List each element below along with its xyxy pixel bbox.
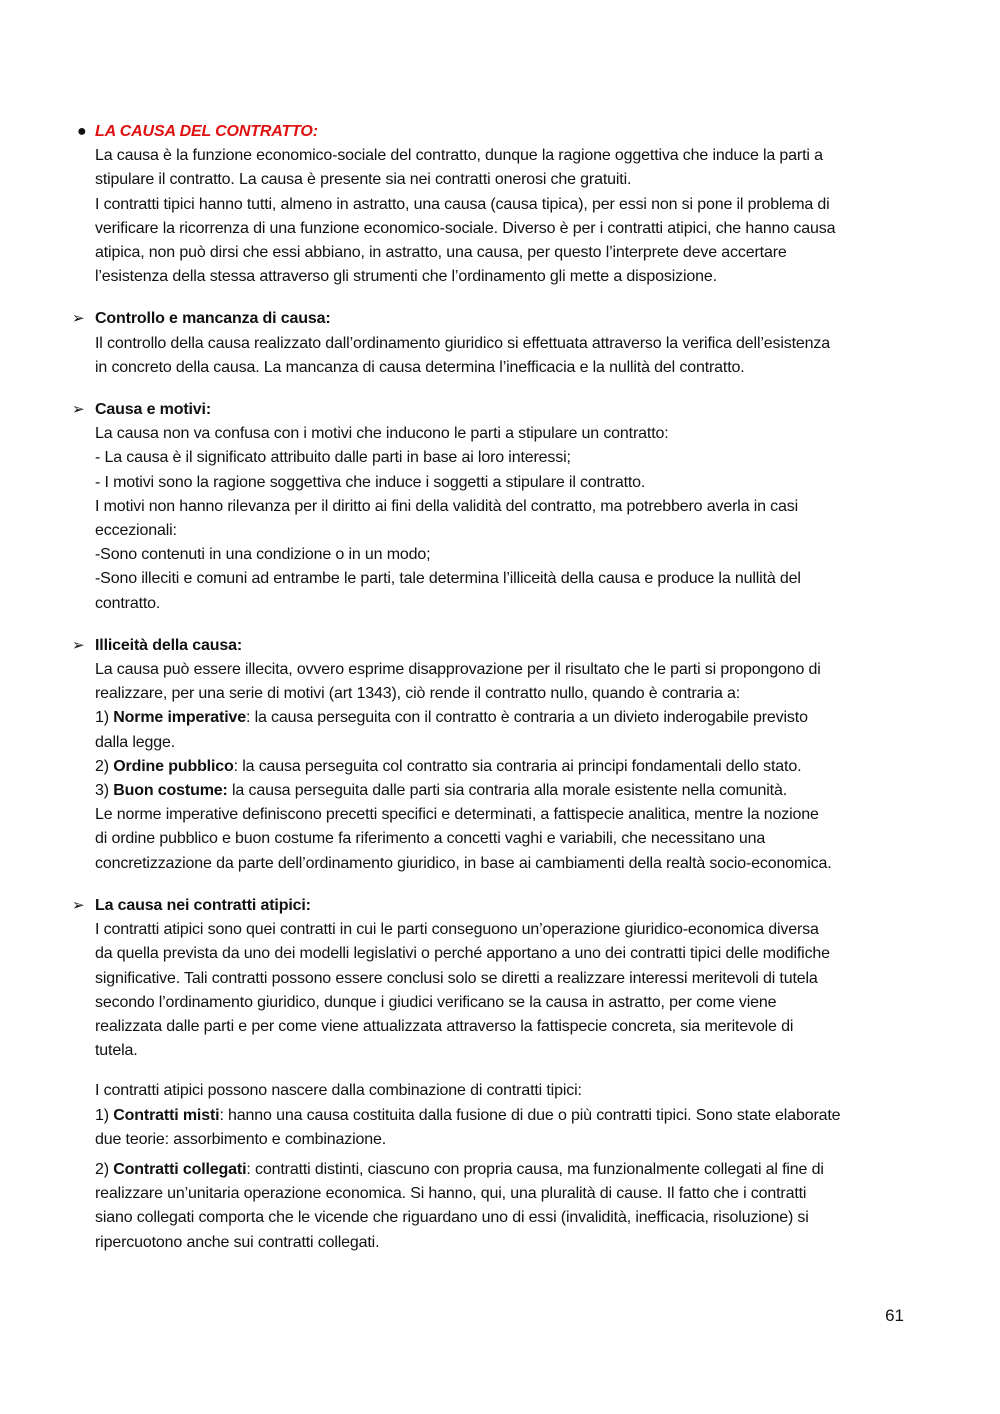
paragraph-line: significative. Tali contratti possono essere conclusi solo se diretti a realizzare interessi meritevoli di tutela: [95, 969, 818, 987]
list-item-contratti-misti: 1) Contratti misti: hanno una causa costituita dalla fusione di due o più contratti tipici. Sono state elaborate: [95, 1106, 841, 1124]
paragraph-line: concretizzazione da parte dell’ordinamento giuridico, in base ai cambiamenti della realtà socio-economica.: [95, 854, 832, 872]
paragraph-line: verificare la ricorrenza di una funzione economico-sociale. Diverso è per i contratti atipici, che hanno causa: [95, 219, 836, 237]
paragraph-line: I contratti tipici hanno tutti, almeno in astratto, una causa (causa tipica), per essi non si pone il problema di: [95, 195, 830, 213]
page-number: 61: [885, 1306, 904, 1325]
paragraph-line: -Sono contenuti in una condizione o in un modo;: [95, 546, 431, 564]
section-causa-contratti-atipici: [0, 894, 1000, 1255]
paragraph-line: dalla legge.: [95, 733, 176, 751]
paragraph-line: eccezionali:: [95, 522, 177, 540]
arrow-bullet-icon: ➢: [72, 896, 85, 914]
paragraph-line: realizzare, per una serie di motivi (art 1343), ciò rende il contratto nullo, quando è contraria a:: [95, 685, 741, 703]
arrow-bullet-icon: ➢: [72, 310, 85, 328]
section-causa-e-motivi: [0, 398, 1000, 616]
section-causa-del-contratto: [0, 120, 1000, 289]
paragraph-line: La causa è la funzione economico-sociale del contratto, dunque la ragione oggettiva che induce la parti a: [95, 147, 823, 165]
paragraph-line: Il controllo della causa realizzato dall’ordinamento giuridico si effettuata attraverso la verifica dell’esistenza: [95, 334, 831, 352]
bullet-dot-icon: ●: [77, 123, 87, 140]
list-item-norme-imperative: 1) Norme imperative: la causa perseguita con il contratto è contraria a un divieto inderogabile previsto: [95, 709, 808, 727]
paragraph-line: I contratti atipici sono quei contratti in cui le parti conseguono un’operazione giuridico-economica diversa: [95, 921, 819, 939]
page-content: [0, 120, 1000, 1255]
paragraph-line: tutela.: [95, 1042, 138, 1060]
paragraph-line: -Sono illeciti e comuni ad entrambe le parti, tale determina l’illiceità della causa e produce la nullità del: [95, 570, 801, 588]
paragraph-line: atipica, non può dirsi che essi abbiano, in astratto, una causa, per questo l’interprete deve accertare: [95, 244, 787, 262]
arrow-bullet-icon: ➢: [72, 401, 85, 419]
paragraph-line: l’esistenza della stessa attraverso gli strumenti che l’ordinamento gli mette a disposizione.: [95, 268, 717, 286]
section-heading: Causa e motivi:: [95, 401, 212, 419]
list-item-buon-costume: 3) Buon costume: la causa perseguita dalle parti sia contraria alla morale esistente nella comunità.: [95, 782, 788, 800]
paragraph-line: - I motivi sono la ragione soggettiva che induce i soggetti a stipulare il contratto.: [95, 473, 646, 491]
paragraph-line: realizzata dalle parti e per come viene attualizzata attraverso la fattispecie concreta, sia meritevole di: [95, 1017, 794, 1035]
section-heading: Illiceità della causa:: [95, 636, 242, 654]
list-item-contratti-collegati: 2) Contratti collegati: contratti distinti, ciascuno con propria causa, ma funzionalmente collegati al fine di: [95, 1160, 824, 1178]
paragraph-line: da quella prevista da uno dei modelli legislativi o perché apportano a uno dei contratti tipici delle modifiche: [95, 945, 830, 963]
paragraph-line: - La causa è il significato attribuito dalle parti in base ai loro interessi;: [95, 449, 571, 467]
section-title: LA CAUSA DEL CONTRATTO:: [95, 123, 318, 140]
paragraph-line: in concreto della causa. La mancanza di causa determina l’inefficacia e la nullità del contratto.: [95, 358, 745, 376]
paragraph-line: La causa non va confusa con i motivi che inducono le parti a stipulare un contratto:: [95, 425, 669, 443]
arrow-bullet-icon: ➢: [72, 636, 85, 654]
section-controllo-mancanza-causa: [0, 307, 1000, 380]
section-illiceita-causa: [0, 634, 1000, 876]
paragraph-line: Le norme imperative definiscono precetti specifici e determinati, a fattispecie analitica, mentre la nozione: [95, 806, 819, 824]
paragraph-line: secondo l’ordinamento giuridico, dunque i giudici verificano se la causa in astratto, per come viene: [95, 993, 777, 1011]
paragraph-line: I motivi non hanno rilevanza per il diritto ai fini della validità del contratto, ma potrebbero averla in casi: [95, 497, 798, 515]
section-heading: Controllo e mancanza di causa:: [95, 310, 331, 328]
paragraph-line: di ordine pubblico e buon costume fa riferimento a concetti vaghi e variabili, che necessitano una: [95, 830, 766, 848]
section-heading: La causa nei contratti atipici:: [95, 896, 311, 914]
list-item-ordine-pubblico: 2) Ordine pubblico: la causa perseguita col contratto sia contraria ai principi fondamentali dello stato.: [95, 757, 802, 775]
paragraph-line: contratto.: [95, 594, 161, 612]
paragraph-line: La causa può essere illecita, ovvero esprime disapprovazione per il risultato che le parti si propongono di: [95, 661, 821, 679]
paragraph-line: stipulare il contratto. La causa è presente sia nei contratti onerosi che gratuiti.: [95, 171, 632, 189]
paragraph-line: siano collegati comporta che le vicende che riguardano uno di essi (invalidità, inefficacia, risoluzione) si: [95, 1209, 809, 1227]
paragraph-line: realizzare un’unitaria operazione economica. Si hanno, qui, una pluralità di cause. Il fatto che i contratti: [95, 1185, 807, 1203]
paragraph-line: I contratti atipici possono nascere dalla combinazione di contratti tipici:: [95, 1082, 582, 1100]
paragraph-line: ripercuotono anche sui contratti collegati.: [95, 1233, 380, 1251]
paragraph-line: due teorie: assorbimento e combinazione.: [95, 1130, 387, 1148]
